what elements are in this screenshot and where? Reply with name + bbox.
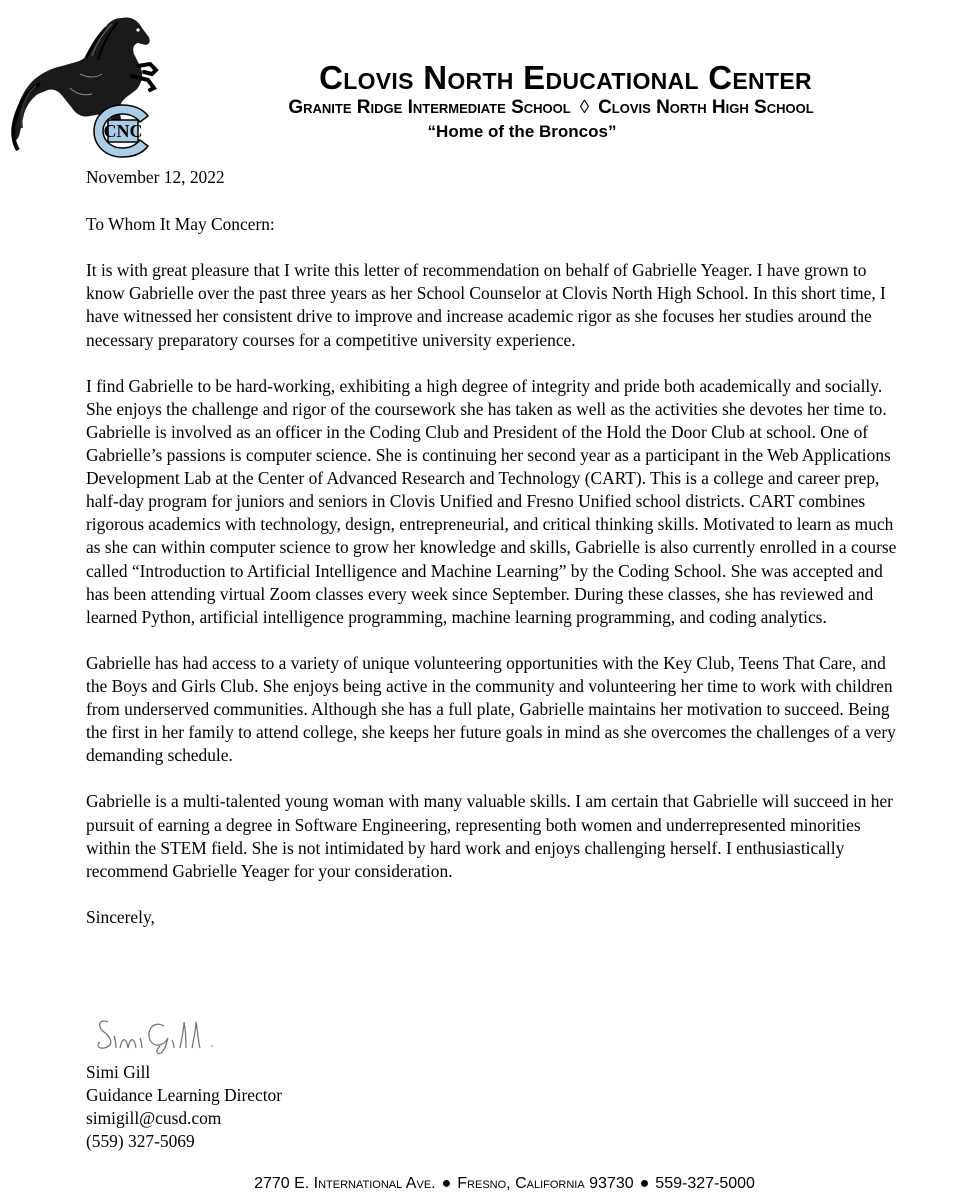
footer-address: 2770 E. International Ave. [254,1175,436,1192]
signer-block [86,1061,282,1153]
letterhead-title: Clovis North Educational Center [319,59,812,96]
diamond-separator: ◊ [579,97,590,118]
letter-body [86,166,898,952]
school-name-granite-ridge: Granite Ridge Intermediate School [288,97,571,118]
footer-city: Fresno, California 93730 [457,1175,634,1192]
letter-closing: Sincerely, [86,906,155,927]
signer-email: simigill@cusd.com [86,1108,222,1129]
svg-text:CNC: CNC [103,121,143,141]
signer-name: Simi Gill [86,1062,151,1082]
letterhead-footer [0,1173,959,1195]
letterhead-motto: “Home of the Broncos” [427,122,617,141]
handwritten-signature [94,1008,224,1060]
letter-paragraph: Gabrielle has had access to a variety of unique volunteering opportunities with the Key Club, Teens That Care, and the Boys and Girls Club. She enjoys being active in the community and volunteering her time to work with children from underserved communities. Although she has a full plate, Gabrielle maintains her motivation to succeed. Being the first in her family to attend college, she keeps her future goals in mind as she overcomes the challenges of a very demanding schedule. [86,652,896,766]
bullet-icon: ● [441,1175,452,1192]
letterhead-schools [0,96,959,120]
signer-title: Guidance Learning Director [86,1085,283,1106]
footer-phone: 559-327-5000 [655,1175,755,1192]
letter-paragraph: I find Gabrielle to be hard-working, exhibiting a high degree of integrity and pride both academically and socially. She enjoys the challenge and rigor of the coursework she has taken as well as the activities she devotes her time to. Gabrielle is involved as an officer in the Coding Club and President of the Hold the Door Club at school. One of Gabrielle’s passions is computer science. She is continuing her second year as a participant in the Web Applications Development Lab at the Center of Advanced Research and Technology (CART). This is a college and career prep, half-day program for juniors and seniors in Clovis Unified and Fresno Unified school districts. CART combines rigorous academics with technology, design, entrepreneurial, and critical thinking skills. Motivated to learn as much as she can within computer science to grow her knowledge and skills, Gabrielle is also currently enrolled in a course called “Introduction to Artificial Intelligence and Machine Learning” by the Coding School. She was accepted and has been attending virtual Zoom classes every week since September. During these classes, she has reviewed and learned Python, artificial intelligence programming, machine learning programming, and coding analytics. [86,375,897,627]
signer-phone: (559) 327-5069 [86,1131,195,1152]
letter-date: November 12, 2022 [86,167,225,187]
letter-paragraph: Gabrielle is a multi-talented young woman with many valuable skills. I am certain that Gabrielle will succeed in her pursuit of earning a degree in Software Engineering, representing both women and underrepresented minorities within the STEM field. She is not intimidated by hard work and enjoys challenging herself. I enthusiastically recommend Gabrielle Yeager for your consideration. [86,791,893,881]
letter-salutation: To Whom It May Concern: [86,214,275,235]
bullet-icon: ● [639,1175,650,1192]
school-name-clovis-north: Clovis North High School [598,97,814,118]
letter-paragraph: It is with great pleasure that I write this letter of recommendation on behalf of Gabrielle Yeager. I have grown to know Gabrielle over the past three years as her School Counselor at Clovis North High School. In this short time, I have witnessed her consistent drive to improve and increase academic rigor as she focuses her studies around the necessary preparatory courses for a competitive university experience. [86,260,886,350]
